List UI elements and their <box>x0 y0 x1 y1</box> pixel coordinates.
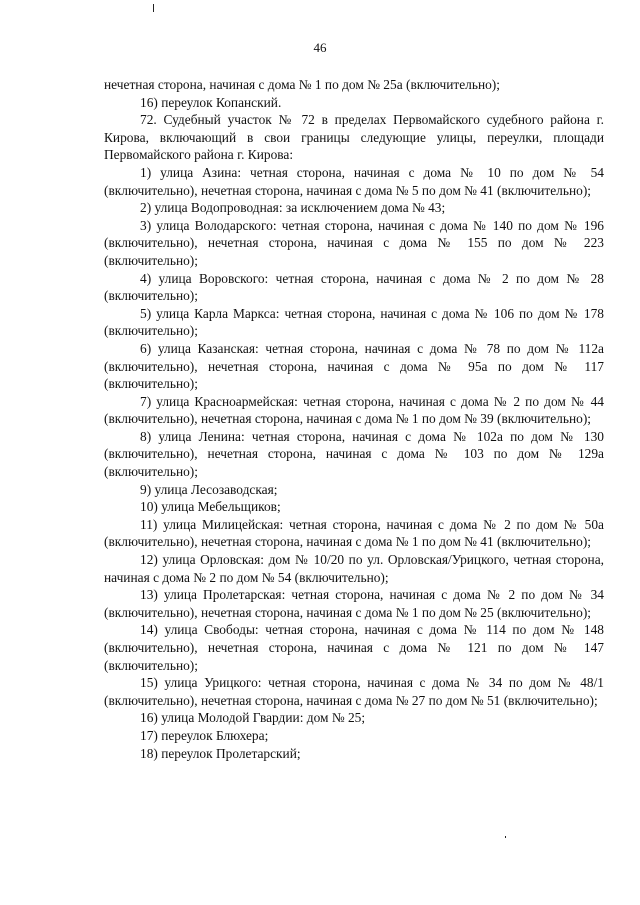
list-item: 11) улица Милицейская: четная сторона, начиная с дома № 2 по дом № 50а (включительно), нечетная сторона, начиная с дома № 1 по дом № 41 (включительно); <box>104 516 604 550</box>
list-item: 5) улица Карла Маркса: четная сторона, начиная с дома № 106 по дом № 178 (включительно); <box>104 305 604 339</box>
list-item: 16) переулок Копанский. <box>140 94 282 110</box>
list-item: 16) улица Молодой Гвардии: дом № 25; <box>140 710 366 726</box>
list-item: 6) улица Казанская: четная сторона, начиная с дома № 78 по дом № 112а (включительно), нечетная сторона, начиная с дома № 95а по дом № 117 (включительно); <box>104 340 604 392</box>
document-body <box>104 76 604 762</box>
list-item: 4) улица Воровского: четная сторона, начиная с дома № 2 по дом № 28 (включительно); <box>104 270 604 304</box>
list-item: 15) улица Урицкого: четная сторона, начиная с дома № 34 по дом № 48/1 (включительно), нечетная сторона, начиная с дома № 27 по дом № 51 (включительно); <box>104 675 604 708</box>
list-item: 14) улица Свободы: четная сторона, начиная с дома № 114 по дом № 148 (включительно), нечетная сторона, начиная с дома № 121 по дом № 147 (включительно); <box>104 622 604 673</box>
scan-mark <box>153 4 154 12</box>
list-item: 17) переулок Блюхера; <box>140 727 269 743</box>
scan-mark <box>505 836 506 838</box>
list-item: 3) улица Володарского: четная сторона, начиная с дома № 140 по дом № 196 (включительно), нечетная сторона, начиная с дома № 155 по дом № 223 (включительно); <box>104 217 604 268</box>
list-item: 10) улица Мебельщиков; <box>140 499 281 515</box>
list-item: 9) улица Лесозаводская; <box>140 481 278 497</box>
page-number: 46 <box>313 40 327 55</box>
list-item: 1) улица Азина: четная сторона, начиная с дома № 10 по дом № 54 (включительно), нечетная сторона, начиная с дома № 5 по дом № 41 (включительно); <box>104 164 604 198</box>
list-item: 18) переулок Пролетарский; <box>140 745 301 761</box>
list-item: 7) улица Красноармейская: четная сторона, начиная с дома № 2 по дом № 44 (включительно), нечетная сторона, начиная с дома № 1 по дом № 39 (включительно); <box>104 393 604 427</box>
list-item: 8) улица Ленина: четная сторона, начиная с дома № 102а по дом № 130 (включительно), нечетная сторона, начиная с дома № 103 по дом № 129а (включительно); <box>104 428 604 480</box>
list-item: 13) улица Пролетарская: четная сторона, начиная с дома № 2 по дом № 34 (включительно), нечетная сторона, начиная с дома № 1 по дом № 25 (включительно); <box>104 587 604 620</box>
section-heading-paragraph: 72. Судебный участок № 72 в пределах Первомайского судебного района г. Кирова, включающий в свои границы следующие улицы, переулки, площади Первомайского района г. Кирова: <box>104 112 604 163</box>
list-item: 2) улица Водопроводная: за исключением дома № 43; <box>140 200 446 216</box>
paragraph: нечетная сторона, начиная с дома № 1 по дом № 25а (включительно); <box>104 77 500 92</box>
list-item: 12) улица Орловская: дом № 10/20 по ул. Орловская/Урицкого, четная сторона, начиная с дома № 2 по дом № 54 (включительно); <box>104 552 604 585</box>
